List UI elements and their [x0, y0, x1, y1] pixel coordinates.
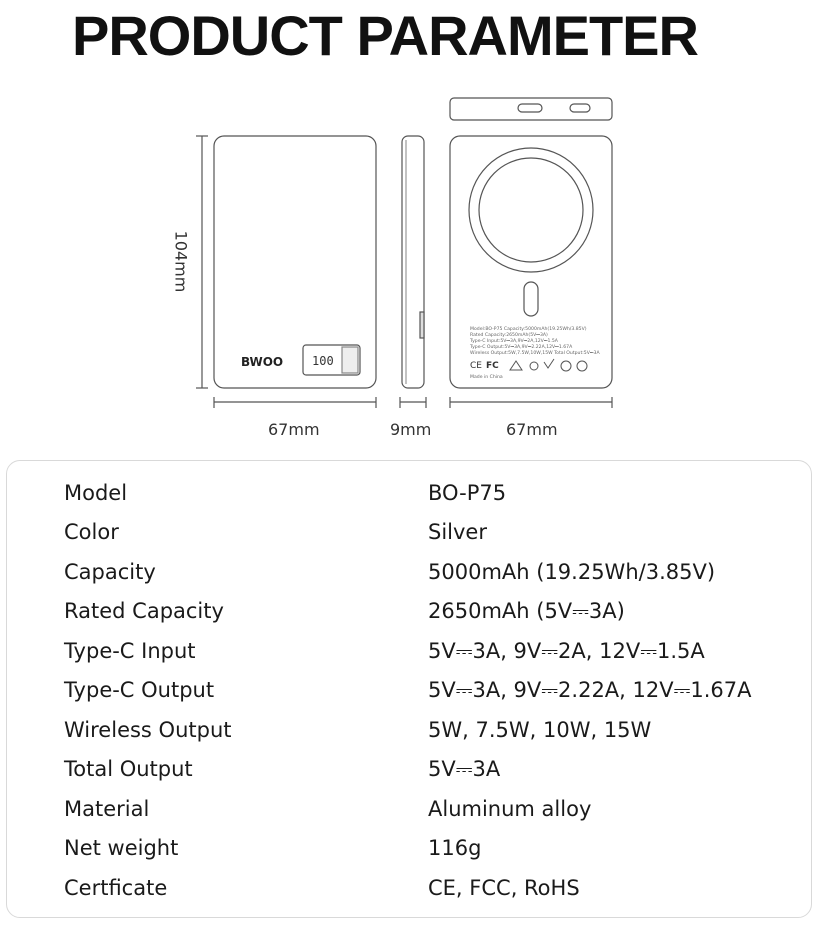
spec-label: Material: [64, 797, 150, 821]
back-width-label: 67mm: [506, 420, 558, 439]
back-label-line: Rated Capacity:2650mAh(5V⎓3A): [470, 333, 548, 338]
back-label-line: Type-C Output:5V⎓3A,9V⎓2.22A,12V⎓1.67A: [470, 345, 573, 350]
spec-label: Type-C Input: [64, 639, 196, 663]
spec-value: BO-P75: [428, 481, 507, 505]
spec-value: 5V⎓3A, 9V⎓2A, 12V⎓1.5A: [428, 639, 705, 663]
spec-label: Wireless Output: [64, 718, 232, 742]
svg-text:FC: FC: [486, 361, 499, 371]
top-view: [450, 98, 612, 120]
spec-value: 5V⎓3A: [428, 757, 501, 781]
spec-row: [7, 671, 811, 709]
spec-value: 5000mAh (19.25Wh/3.85V): [428, 560, 716, 584]
spec-value: 2650mAh (5V⎓3A): [428, 599, 625, 623]
spec-row: [7, 513, 811, 551]
spec-row: [7, 829, 811, 867]
spec-label: Rated Capacity: [64, 599, 224, 623]
spec-table: [6, 460, 812, 918]
back-label-line: Wireless Output:5W,7.5W,10W,15W Total Output:5V⎓3A: [470, 351, 600, 356]
spec-row: [7, 474, 811, 512]
spec-value: 116g: [428, 836, 482, 860]
spec-value: 5V⎓3A, 9V⎓2.22A, 12V⎓1.67A: [428, 678, 752, 702]
spec-row: [7, 790, 811, 828]
spec-row: [7, 632, 811, 670]
spec-row: [7, 711, 811, 749]
spec-label: Capacity: [64, 560, 156, 584]
side-depth-label: 9mm: [390, 420, 432, 439]
brand-logo: BWOO: [241, 355, 284, 369]
back-label-line: Model:BO-P75 Capacity:5000mAh(19.25Wh/3.85V): [470, 327, 587, 332]
spec-label: Certficate: [64, 876, 168, 900]
side-view: [402, 136, 424, 388]
spec-row: [7, 553, 811, 591]
height-dimension-label: 104mm: [171, 230, 191, 293]
front-width-label: 67mm: [268, 420, 320, 439]
spec-value: Aluminum alloy: [428, 797, 592, 821]
spec-label: Model: [64, 481, 128, 505]
spec-value: CE, FCC, RoHS: [428, 876, 580, 900]
spec-label: Color: [64, 520, 119, 544]
spec-row: [7, 869, 811, 907]
svg-text:CE: CE: [470, 361, 482, 371]
product-diagram: [0, 0, 816, 460]
display-readout: 100: [312, 354, 334, 368]
back-label-line: Type-C Input:5V⎓3A,9V⎓2A,12V⎓1.5A: [470, 339, 558, 344]
spec-value: 5W, 7.5W, 10W, 15W: [428, 718, 652, 742]
spec-row: [7, 750, 811, 788]
spec-label: Total Output: [64, 757, 193, 781]
spec-label: Type-C Output: [64, 678, 215, 702]
page-title: PRODUCT PARAMETER: [72, 4, 698, 67]
spec-label: Net weight: [64, 836, 179, 860]
spec-row: [7, 592, 811, 630]
made-in-label: Made in China: [470, 375, 503, 380]
spec-value: Silver: [428, 520, 487, 544]
